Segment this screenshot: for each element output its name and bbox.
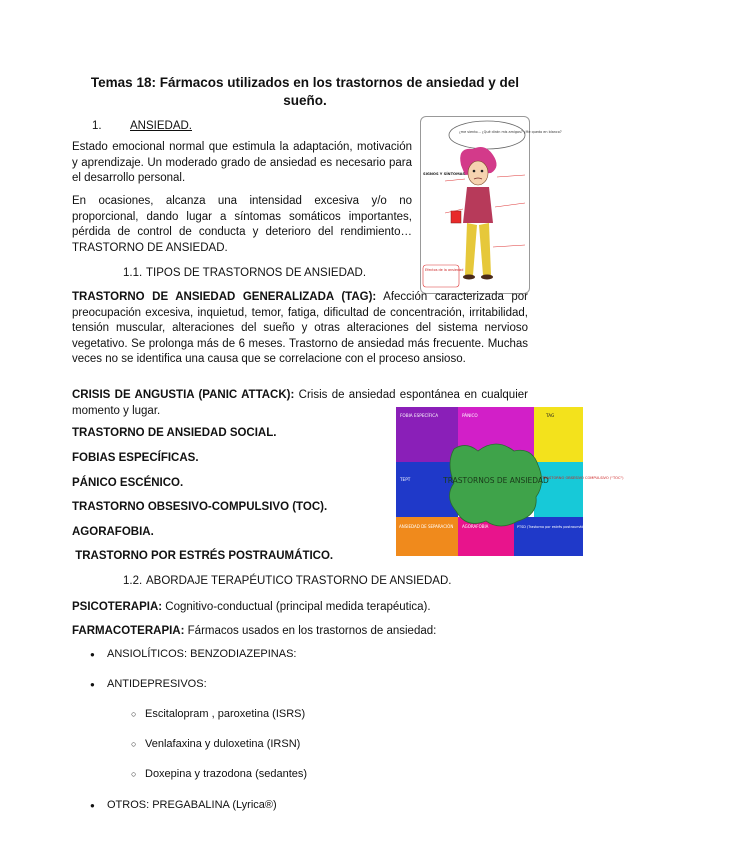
paragraph-farmacoterapia bbox=[72, 624, 436, 640]
puzzle-label-panic: PÁNICO bbox=[462, 413, 478, 418]
puzzle-piece-tag bbox=[534, 407, 583, 462]
subsection-heading-1-2: ABORDAJE TERAPÉUTICO TRASTORNO DE ANSIEDAD. bbox=[146, 575, 452, 587]
anxiety-disorders-puzzle bbox=[396, 407, 624, 556]
puzzle-label-tept: TEPT bbox=[400, 477, 411, 482]
puzzle-label-separation: ANSIEDAD DE SEPARACIÓN bbox=[399, 524, 454, 529]
paragraph-tag bbox=[72, 290, 528, 368]
disorder-agoraphobia: AGORAFOBIA. bbox=[72, 526, 154, 538]
puzzle-piece-ptsd bbox=[514, 517, 583, 556]
subsection-number-1-1: 1.1. bbox=[123, 267, 143, 279]
puzzle-label-tag: TAG bbox=[546, 413, 555, 418]
crisis-label: CRISIS DE ANGUSTIA (PANIC ATTACK): bbox=[72, 389, 295, 401]
effects-label: Efectos de la ansiedad bbox=[425, 268, 464, 272]
antidep-item-sedantes: ○ Doxepina y trazodona (sedantes) bbox=[145, 767, 745, 782]
subsection-number-1-2: 1.2. bbox=[123, 575, 143, 587]
disorder-toc: TRASTORNO OBSESIVO-COMPULSIVO (TOC). bbox=[72, 501, 328, 513]
puzzle-label-agoraphobia: AGORAFOBIA bbox=[462, 524, 489, 529]
paragraph-ansiedad-definition: Estado emocional normal que estimula la adaptación, motivación y aprendizaje. Un moderado grado de ansiedad es necesario para el desarrollo personal. bbox=[72, 141, 412, 184]
psico-label: PSICOTERAPIA: bbox=[72, 601, 163, 613]
section-number: 1. bbox=[92, 120, 102, 132]
subsection-heading-1-1: TIPOS DE TRASTORNOS DE ANSIEDAD. bbox=[146, 267, 367, 279]
puzzle-label-toc: TRASTORNO OBSESIVO COMPULSIVO ("TOC") bbox=[542, 476, 624, 480]
signs-label: SIGNOS Y SÍNTOMAS bbox=[423, 172, 466, 176]
psico-text: Cognitivo-conductual (principal medida terapéutica). bbox=[165, 601, 431, 613]
tag-text: Afección caracterizada por preocupación excesiva, inquietud, temor, fatiga, dificultad de concentración, irritabilidad, tensión muscular, alteraciones del sueño y otras alteraciones del sistema nervioso vegetativo. Se prolonga más de 6 meses. Trastorno de ansiedad más frecuente. Muchas veces no se identifica una causa que se correlacione con el proceso ansioso. bbox=[72, 291, 529, 365]
disorder-phobias: FOBIAS ESPECÍFICAS. bbox=[72, 452, 199, 464]
disorder-stage-panic: PÁNICO ESCÉNICO. bbox=[72, 477, 184, 489]
tag-label: TRASTORNO DE ANSIEDAD GENERALIZADA (TAG): bbox=[72, 291, 377, 303]
puzzle-piece-tept bbox=[396, 462, 458, 517]
page-title: Temas 18: Fármacos utilizados en los trastornos de ansiedad y del sueño. bbox=[90, 75, 520, 108]
puzzle-piece-toc bbox=[534, 462, 583, 517]
anxiety-cartoon-illustration bbox=[420, 116, 562, 294]
paragraph-psicoterapia bbox=[72, 600, 431, 616]
farma-text: Fármacos usados en los trastornos de ansiedad: bbox=[187, 625, 437, 637]
puzzle-label-ptsd: PTSD (Trastorno por estrés postraumático) bbox=[517, 525, 590, 529]
farma-label: FARMACOTERAPIA: bbox=[72, 625, 185, 637]
disorder-social: TRASTORNO DE ANSIEDAD SOCIAL. bbox=[72, 427, 277, 439]
puzzle-piece-separation bbox=[396, 517, 458, 556]
cartoon-speech-text: ¿me siento... ¿Qué dirán mis amigos? ¿Me quedo en blanco? bbox=[459, 130, 562, 134]
antidep-item-isrs: ○ Escitalopram , paroxetina (ISRS) bbox=[145, 707, 745, 722]
puzzle-center-label: TRASTORNOS DE ANSIEDAD bbox=[443, 476, 549, 485]
disorder-ptsd: TRASTORNO POR ESTRÉS POSTRAUMÁTICO. bbox=[72, 550, 334, 562]
section-heading: ANSIEDAD. bbox=[130, 120, 192, 132]
bullet-ansioliticos: ● ANSIOLÍTICOS: BENZODIAZEPINAS: bbox=[107, 647, 707, 662]
antidep-item-irsn: ○ Venlafaxina y duloxetina (IRSN) bbox=[145, 737, 745, 752]
anxious-woman-icon bbox=[421, 117, 562, 293]
bullet-otros: ● OTROS: PREGABALINA (Lyrica®) bbox=[107, 798, 707, 813]
crisis-text: Crisis de ansiedad espontánea en cualquier momento y lugar. bbox=[72, 389, 528, 417]
puzzle-label-phobia: FOBIA ESPECÍFICA bbox=[400, 413, 439, 418]
puzzle-piece-center bbox=[449, 444, 541, 526]
paragraph-ansiedad-excessive: En ocasiones, alcanza una intensidad excesiva y/o no proporcional, dando lugar a síntomas somáticos importantes, pérdida de control de conducta y deterioro del rendimiento… TRASTORNO DE ANSIEDAD. bbox=[72, 195, 412, 254]
bullet-antidepresivos: ● ANTIDEPRESIVOS: bbox=[107, 677, 707, 692]
